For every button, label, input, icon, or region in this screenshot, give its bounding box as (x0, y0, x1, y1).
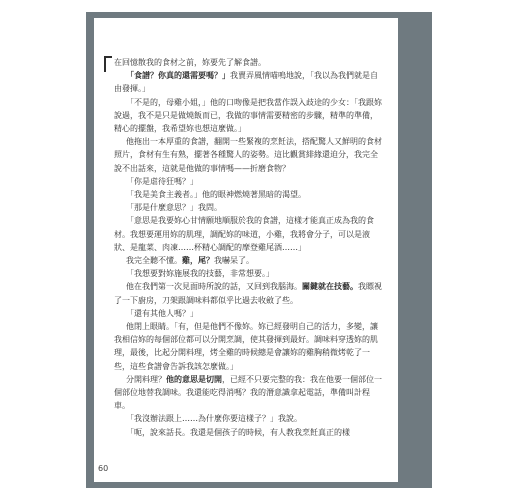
paragraph (114, 280, 382, 306)
paragraph: 他拖出一本厚重的食譜，翻開一些緊複的烹飪法，搭配驚人又鮮明的食材照片，食材有生有熟，擺著各種驚人的姿勢。這比觀賞緋緣還迫分，我完全說不出話來，這就是他做的事情嗎——折磨食物？ (114, 137, 382, 173)
bold-text: 雞，尾？ (182, 255, 214, 266)
paragraph: 「那是什麼意思？」我問。 (126, 203, 222, 213)
bold-text: 「食譜？你真的還需要嗎？」 (126, 70, 230, 81)
text-run: 我賣弄風情喵嗚地說，「我以為我們就是自由發揮。」 (114, 71, 378, 94)
paragraph: 「呃，說來話長。我還是個孩子的時候，有人教我烹飪真正的樣 (126, 427, 350, 437)
page-number: 60 (98, 464, 109, 473)
text-run: 分開料理？ (126, 374, 166, 384)
paragraph (114, 254, 382, 267)
text-run: ，已經不只要完整的我：我在他要一個部位一個部位地替我調味。我還能吃得消嗎？我的潛意識拿起電話，準備叫計程車。 (114, 374, 382, 411)
paragraph: 「意思是我要妳心甘情願地順服於我的食譜，這樣才能真正成為我的食材。我想要運用妳的肌理，調配妳的味道，小雞，我將會分子，可以是液狀、是龍菜、肉凍……杯精心調配的摩登雞尾酒……」 (114, 216, 374, 252)
paragraph: 「我沒辦法跟上……為什麼你要這樣子？」我說。 (126, 414, 302, 424)
text-run: 我完全聽不懂。 (126, 256, 182, 266)
paragraph: 在回憶散我的食材之前，妳要先了解食譜。 (114, 58, 266, 67)
text-run: 他在我們第一次見面時所說的話，又回到我腦海。 (126, 282, 302, 292)
paragraph: 「還有其他人嗎？」 (126, 308, 198, 318)
paragraph (114, 373, 382, 413)
paragraph: 「你是虐待狂嗎？」 (126, 176, 198, 186)
paragraph: 「不是的，母雞小姐，」他的口吻像是把我當作誤入歧途的少女：「我跟妳說過，我不是只是做燒飯而已，我做的事情需要精密的步驟，精準的準備，精心的擺盤，我希望妳也想這麼做。」 (114, 97, 382, 134)
paragraph (114, 69, 382, 95)
bold-text: 關鍵就在技藝。 (302, 281, 358, 292)
text-run: 我瞟視了一下廚房，刀架跟調味料都似乎比過去收斂了些。 (114, 282, 382, 305)
body-text (114, 56, 382, 439)
chapter-corner-mark-icon (104, 56, 112, 72)
paragraph: 他閉上眼睛。「有，但是他們不像妳。妳已經發明自己的活力，多變，讓我相信妳的每個部位都可以分開烹調，使其發揮到最好。調味料穿透妳的肌理，最後，比起分開料理，烤全雞的時候總是會讓妳的雞胸稍微烤乾了一些，這些食譜會告訴我該怎麼做。」 (114, 322, 378, 371)
bold-text: 他的意思是切開 (166, 373, 222, 384)
paragraph: 「我是美食主義者。」他的眼神燃燒著黑暗的渴望。 (126, 190, 306, 200)
paragraph: 「我想要對妳施展我的技藝，非常想要。」 (126, 269, 274, 279)
text-run: 我嚇呆了。 (214, 256, 254, 266)
